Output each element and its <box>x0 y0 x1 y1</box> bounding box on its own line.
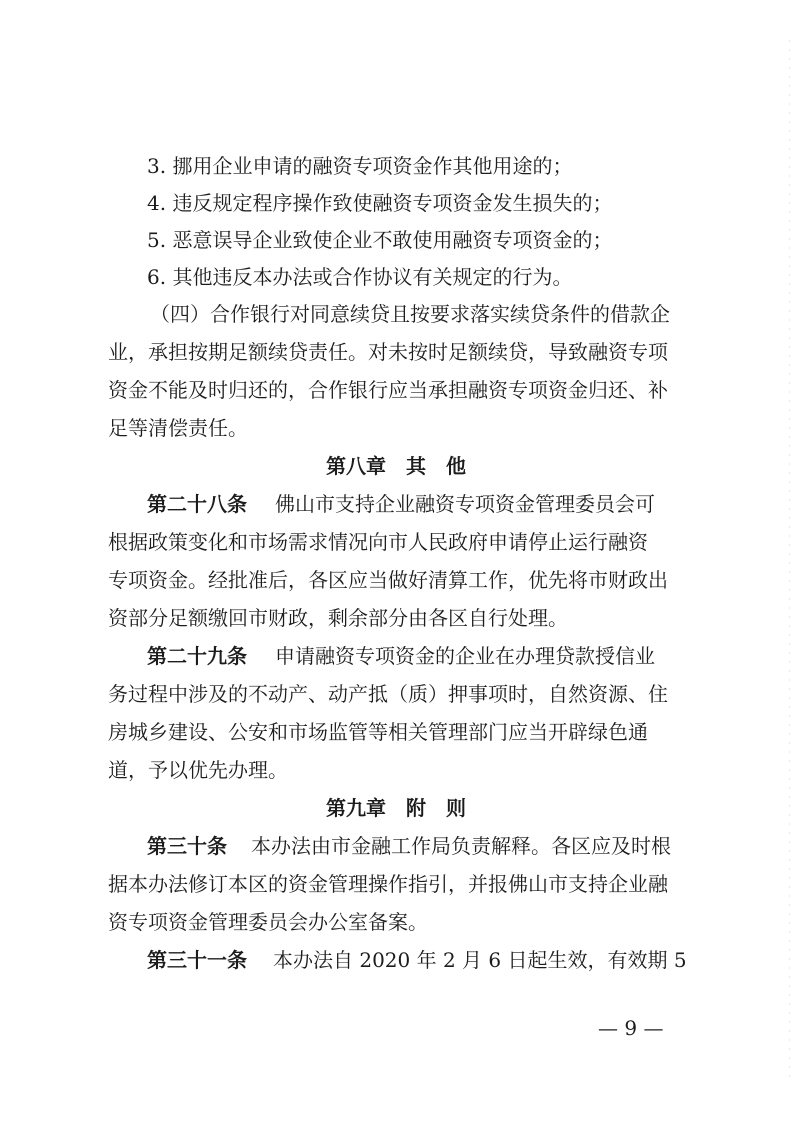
chapter-8-heading: 第八章 其 他 <box>326 454 466 478</box>
paragraph-4-line-1: （四）合作银行对同意续贷且按要求落实续贷条件的借款企 <box>150 302 670 326</box>
article-29-line-2: 务过程中涉及的不动产、动产抵（质）押事项时，自然资源、住 <box>108 682 668 706</box>
article-28-line-2: 根据政策变化和市场需求情况向市人民政府申请停止运行融资 <box>108 530 648 554</box>
article-31-first-line <box>147 947 687 973</box>
article-28-text: 佛山市支持企业融资专项资金管理委员会可 <box>275 492 655 516</box>
paragraph-4-line-4: 足等清偿责任。 <box>108 416 248 440</box>
article-29-text: 申请融资专项资金的企业在办理贷款授信业 <box>275 644 655 668</box>
article-29-line-3: 房城乡建设、公安和市场监管等相关管理部门应当开辟绿色通 <box>108 720 648 744</box>
article-29-label: 第二十九条 <box>147 644 247 668</box>
list-item-4: 4. 违反规定程序操作致使融资专项资金发生损失的； <box>147 191 613 215</box>
article-30-first-line <box>147 833 671 859</box>
article-29-line-4: 道，予以优先办理。 <box>108 758 288 782</box>
list-item-5: 5. 恶意误导企业致使企业不敢使用融资专项资金的； <box>147 228 613 252</box>
article-28-label: 第二十八条 <box>147 492 247 516</box>
chapter-9-heading: 第九章 附 则 <box>326 796 466 820</box>
paragraph-4-line-2: 业，承担按期足额续贷责任。对未按时足额续贷，导致融资专项 <box>108 340 668 364</box>
article-29-first-line <box>147 643 655 669</box>
article-30-label: 第三十条 <box>147 834 227 858</box>
article-30-line-3: 资专项资金管理委员会办公室备案。 <box>108 910 428 934</box>
article-28-line-4: 资部分足额缴回市财政，剩余部分由各区自行处理。 <box>108 606 568 630</box>
article-31-text: 本办法自 2020 年 2 月 6 日起生效，有效期 5 <box>273 948 687 972</box>
article-30-text: 本办法由市金融工作局负责解释。各区应及时根 <box>251 834 671 858</box>
paragraph-4-line-3: 资金不能及时归还的，合作银行应当承担融资专项资金归还、补 <box>108 378 668 402</box>
article-31-label: 第三十一条 <box>147 948 247 972</box>
article-30-line-2: 据本办法修订本区的资金管理操作指引，并报佛山市支持企业融 <box>108 872 668 896</box>
article-28-line-3: 专项资金。经批准后，各区应当做好清算工作，优先将市财政出 <box>108 568 668 592</box>
article-28-first-line <box>147 491 655 517</box>
page-number: — 9 — <box>598 1016 664 1040</box>
list-item-3: 3. 挪用企业申请的融资专项资金作其他用途的； <box>147 154 573 178</box>
list-item-6: 6. 其他违反本办法或合作协议有关规定的行为。 <box>147 265 573 289</box>
scan-edge <box>789 40 790 1080</box>
